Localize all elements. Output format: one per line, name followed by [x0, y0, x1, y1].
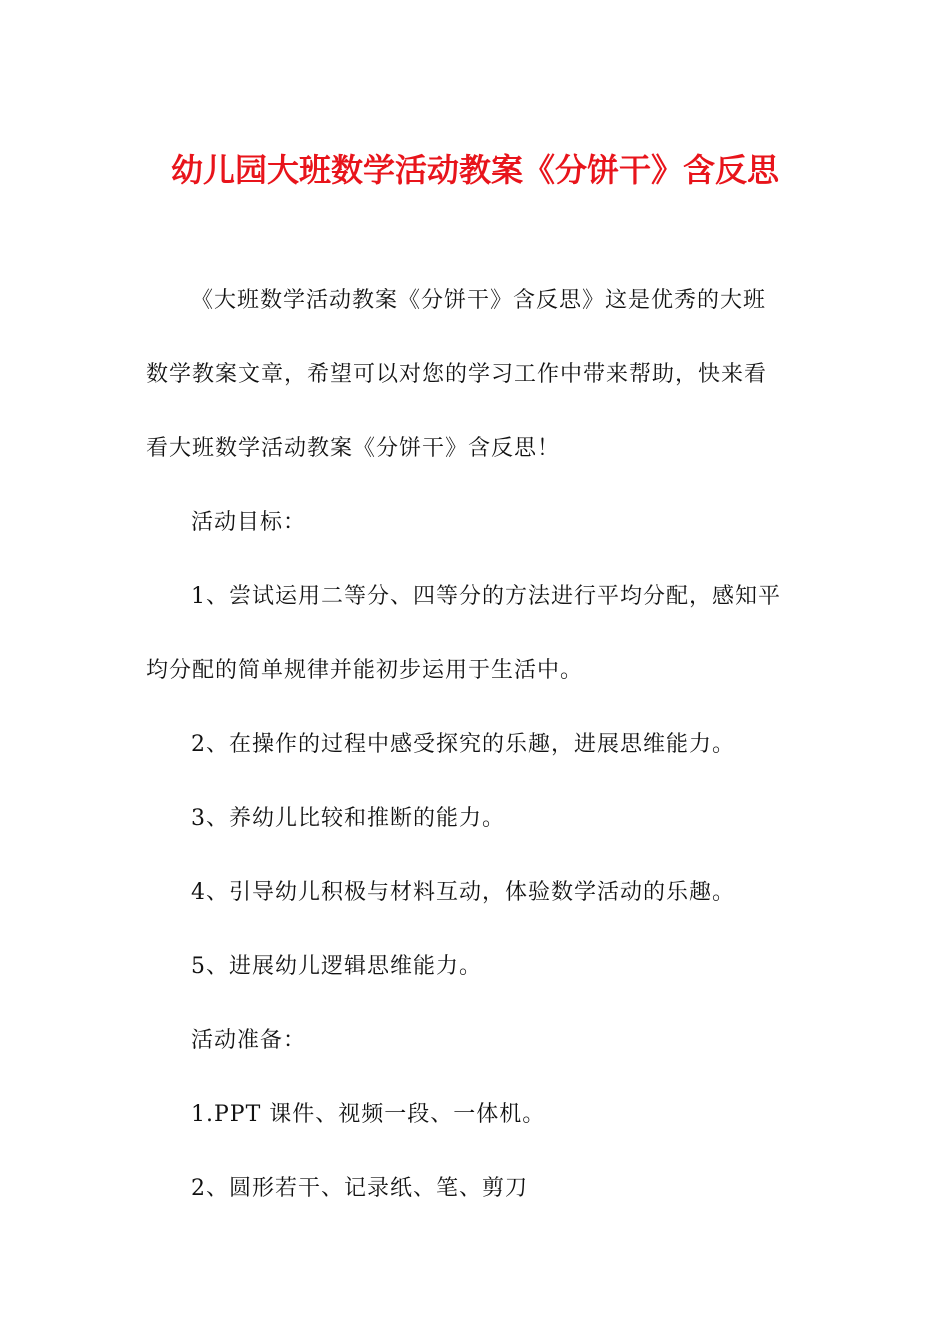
- objective-5: 5、进展幼儿逻辑思维能力。: [191, 954, 482, 979]
- objective-4: 4、引导幼儿积极与材料互动，体验数学活动的乐趣。: [191, 880, 735, 905]
- section-heading-preparation: 活动准备：: [191, 1028, 307, 1053]
- objective-1-line-2: 均分配的简单规律并能初步运用于生活中。: [146, 658, 584, 683]
- intro-line-1: 《大班数学活动教案《分饼干》含反思》这是优秀的大班: [191, 288, 767, 313]
- intro-line-2: 数学教案文章，希望可以对您的学习工作中带来帮助，快来看: [146, 362, 768, 387]
- objective-1-line-1: 1、尝试运用二等分、四等分的方法进行平均分配，感知平: [191, 584, 781, 609]
- intro-line-3: 看大班数学活动教案《分饼干》含反思！: [146, 436, 561, 461]
- preparation-1: 1.PPT 课件、视频一段、一体机。: [191, 1102, 546, 1127]
- section-heading-objectives: 活动目标：: [191, 510, 307, 535]
- document-title: 幼儿园大班数学活动教案《分饼干》含反思: [170, 151, 779, 189]
- preparation-2: 2、圆形若干、记录纸、笔、剪刀: [191, 1176, 528, 1201]
- objective-3: 3、养幼儿比较和推断的能力。: [191, 806, 505, 831]
- objective-2: 2、在操作的过程中感受探究的乐趣，进展思维能力。: [191, 732, 735, 757]
